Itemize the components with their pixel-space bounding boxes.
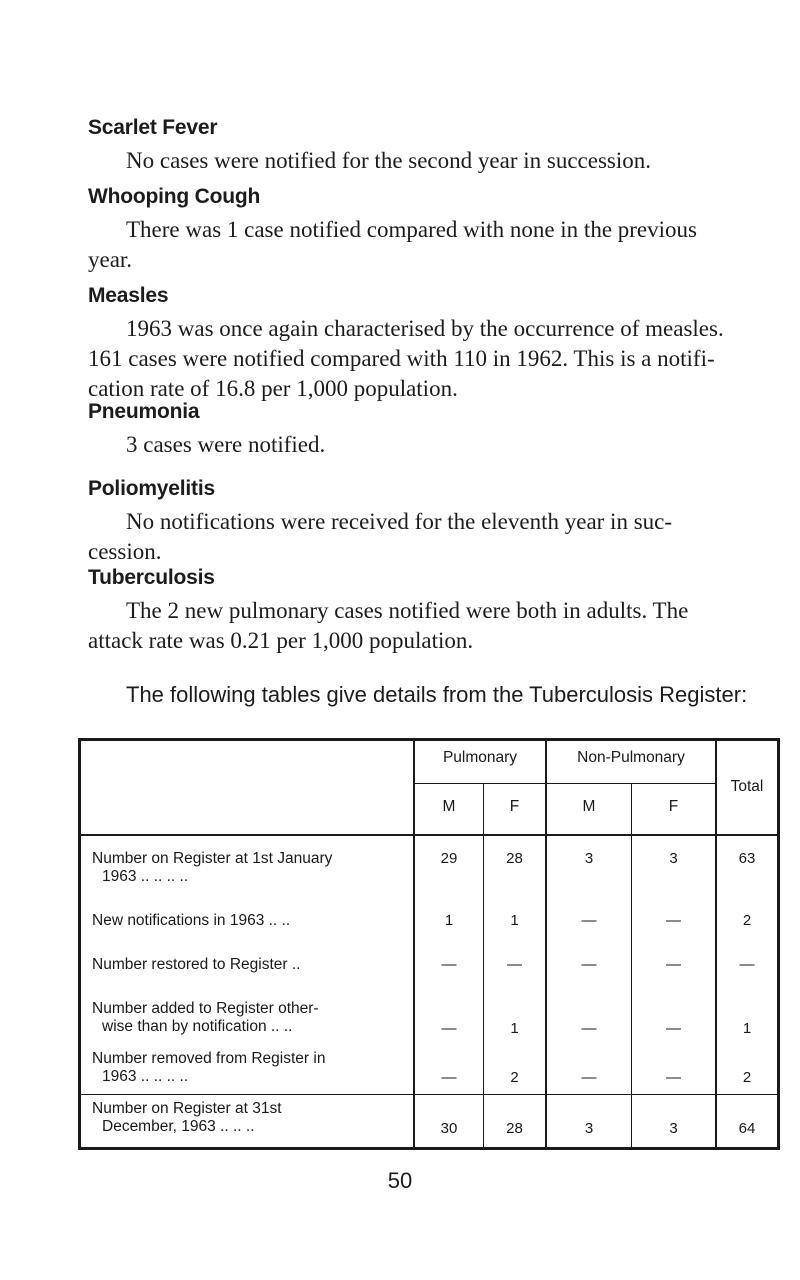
cell-pulmonary-f: 2 — [510, 1069, 519, 1086]
cell-nonpulmonary-m: 3 — [584, 1120, 594, 1137]
cell-nonpulmonary-f: 3 — [669, 1120, 678, 1137]
row-label: New notifications in 1963 .. .. — [92, 912, 291, 929]
cell-pulmonary-f: 1 — [510, 1020, 519, 1037]
cell-nonpulmonary-f: — — [666, 956, 681, 973]
table-right-rule — [777, 738, 780, 1150]
cell-total: 63 — [738, 850, 756, 867]
row-label: Number added to Register other- wise than by notification .. .. — [92, 1000, 319, 1035]
section-text: 3 cases were notified. — [126, 432, 326, 457]
cell-total: — — [739, 956, 755, 973]
cell-total: 2 — [742, 1069, 752, 1086]
section-scarlet-fever — [88, 116, 788, 176]
row-label: Number restored to Register .. — [92, 956, 301, 973]
page-number: 50 — [387, 1168, 413, 1193]
cell-total: 64 — [738, 1120, 756, 1137]
subheader-pulmonary-m: M — [442, 798, 456, 815]
subheader-rule — [414, 783, 716, 784]
section-text: The 2 new pulmonary cases notified were both in adults. The attack rate was 0.21 per 1,000 population. — [88, 598, 689, 653]
subheader-nonpulmonary-f: F — [668, 798, 679, 815]
section-heading: Pneumonia — [88, 400, 200, 423]
section-text: There was 1 case notified compared with none in the previous year. — [88, 217, 697, 272]
section-heading: Poliomyelitis — [88, 477, 215, 500]
section-pneumonia — [88, 400, 788, 460]
cell-nonpulmonary-f: — — [666, 1069, 681, 1086]
table-left-rule — [78, 738, 81, 1150]
cell-nonpulmonary-m: — — [581, 956, 597, 973]
cell-nonpulmonary-f: 3 — [669, 850, 678, 867]
cell-total: 2 — [742, 912, 752, 929]
header-non-pulmonary: Non-Pulmonary — [577, 749, 685, 766]
row-label: Number removed from Register in 1963 .. .. .. .. — [92, 1050, 326, 1085]
table-top-rule — [78, 738, 780, 741]
cell-pulmonary-f: — — [507, 956, 522, 973]
section-text: No notifications were received for the eleventh year in suc- cession. — [88, 509, 673, 564]
section-whooping-cough — [88, 185, 788, 275]
section-heading: Whooping Cough — [88, 185, 261, 208]
section-poliomyelitis — [88, 477, 788, 567]
tuberculosis-register-table — [78, 738, 780, 1150]
section-text: No cases were notified for the second year in succession. — [126, 148, 651, 173]
header-total: Total — [730, 778, 764, 795]
cell-pulmonary-m: 30 — [440, 1120, 458, 1137]
section-heading: Scarlet Fever — [88, 116, 218, 139]
subheader-nonpulmonary-m: M — [582, 798, 596, 815]
cell-nonpulmonary-m: 3 — [584, 850, 594, 867]
table-intro: The following tables give details from the Tuberculosis Register: — [126, 682, 748, 707]
header-bottom-rule — [78, 834, 780, 836]
cell-pulmonary-m: — — [441, 956, 457, 973]
cell-pulmonary-f: 1 — [510, 912, 519, 929]
section-measles — [88, 284, 788, 404]
last-row-rule — [78, 1094, 780, 1095]
cell-pulmonary-m: — — [441, 1020, 457, 1037]
table-bottom-rule — [78, 1147, 780, 1150]
cell-nonpulmonary-m: — — [581, 1069, 597, 1086]
cell-total: 1 — [742, 1020, 752, 1037]
section-heading: Tuberculosis — [88, 566, 215, 589]
col-rule — [715, 738, 717, 1150]
cell-pulmonary-f: 28 — [506, 850, 523, 867]
cell-pulmonary-m: 29 — [440, 850, 458, 867]
cell-pulmonary-f: 28 — [506, 1120, 523, 1137]
cell-nonpulmonary-m: — — [581, 1020, 597, 1037]
row-label: Number on Register at 31st December, 1963 .. .. .. — [92, 1100, 282, 1135]
subheader-pulmonary-f: F — [509, 798, 520, 815]
row-label: Number on Register at 1st January 1963 .. .. .. .. — [92, 850, 333, 885]
header-pulmonary: Pulmonary — [442, 749, 518, 766]
cell-nonpulmonary-m: — — [581, 912, 597, 929]
section-heading: Measles — [88, 284, 169, 307]
cell-pulmonary-m: — — [441, 1069, 457, 1086]
cell-nonpulmonary-f: — — [666, 1020, 681, 1037]
section-text: 1963 was once again characterised by the occurrence of measles. 161 cases were notified compared with 110 in 1962. This is a notifi- cation rate of 16.8 per 1,000 population. — [88, 316, 724, 401]
section-tuberculosis — [88, 566, 788, 656]
cell-nonpulmonary-f: — — [666, 912, 681, 929]
cell-pulmonary-m: 1 — [444, 912, 454, 929]
